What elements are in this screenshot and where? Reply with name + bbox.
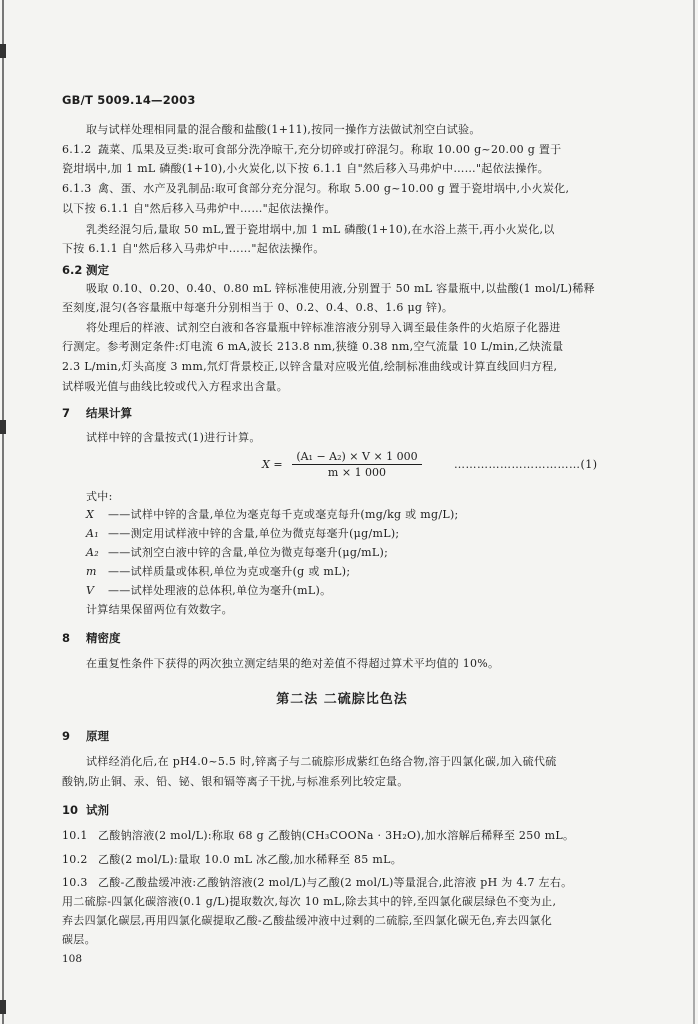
variable-symbol: A₂ (86, 546, 99, 559)
document-page (62, 0, 622, 1024)
paragraph-line: 行测定。参考测定条件:灯电流 6 mA,波长 213.8 nm,狭缝 0.38 nm,空气流量 10 L/min,乙炔流量 (62, 340, 564, 353)
page-number: 108 (62, 953, 83, 965)
formula-number: ……………………………(1) (454, 458, 598, 471)
paragraph-line: 下按 6.1.1 自"然后移入马弗炉中……"起依法操作。 (62, 242, 325, 255)
paragraph-line: 弃去四氯化碳层,再用四氯化碳提取乙酸-乙酸盐缓冲液中过剩的二硫腙,至四氯化碳无色,弃去四氯化 (62, 914, 553, 927)
section-title: 精密度 (86, 631, 121, 645)
section-number: 10 (62, 803, 79, 817)
scan-tick-mark (0, 420, 6, 434)
variable-definition (62, 584, 622, 598)
paragraph-line: 以下按 6.1.1 自"然后移入马弗炉中……"起依法操作。 (62, 202, 336, 215)
formula-lhs: X = (262, 458, 283, 471)
section-title: 测定 (86, 263, 109, 277)
clause-line (62, 182, 622, 196)
clause-text: 蔬菜、瓜果及豆类:取可食部分洗净晾干,充分切碎或打碎混匀。称取 10.00 g~20.00 g 置于 (98, 143, 562, 156)
section-heading (62, 405, 132, 421)
paragraph-line: 试样吸光值与曲线比较或代入方程求出含量。 (62, 380, 288, 393)
variable-description: ——试样质量或体积,单位为克或毫升(g 或 mL); (108, 565, 351, 578)
paragraph-line: 试样中锌的含量按式(1)进行计算。 (86, 431, 261, 444)
paragraph-line: 碳层。 (62, 933, 96, 946)
formula-denominator: m × 1 000 (327, 466, 387, 479)
page-left-edge (2, 0, 4, 1024)
paragraph-line: 式中: (86, 490, 113, 503)
variable-symbol: V (86, 584, 95, 597)
formula-1 (262, 450, 622, 480)
reagent-text: 乙酸-乙酸盐缓冲液:乙酸钠溶液(2 mol/L)与乙酸(2 mol/L)等量混合,此溶液 pH 为 4.7 左右。 (98, 876, 573, 889)
section-title: 试剂 (86, 803, 109, 817)
paragraph-line: 将处理后的样液、试剂空白液和各容量瓶中锌标准溶液分别导入调至最佳条件的火焰原子化器进 (86, 321, 561, 334)
variable-description: ——试样中锌的含量,单位为毫克每千克或毫克每升(mg/kg 或 mg/L); (108, 508, 459, 521)
variable-description: ——测定用试样液中锌的含量,单位为微克每毫升(μg/mL); (108, 527, 400, 540)
paragraph-line: 试样经消化后,在 pH4.0~5.5 时,锌离子与二硫腙形成紫红色络合物,溶于四氯化碳,加入硫代硫 (86, 755, 557, 768)
clause-number: 6.1.2 (62, 143, 92, 156)
paragraph-line: 用二硫腙-四氯化碳溶液(0.1 g/L)提取数次,每次 10 mL,除去其中的锌,至四氯化碳层绿色不变为止, (62, 895, 557, 908)
variable-definition (62, 546, 622, 560)
section-number: 9 (62, 729, 71, 743)
section-heading (62, 802, 109, 818)
section-number: 7 (62, 406, 71, 420)
paragraph-line: 至刻度,混匀(各容量瓶中每毫升分别相当于 0、0.2、0.4、0.8、1.6 μg 锌)。 (62, 301, 454, 314)
paragraph-line: 瓷坩埚中,加 1 mL 磷酸(1+10),小火炭化,以下按 6.1.1 自"然后移入马弗炉中……"起依法操作。 (62, 162, 550, 175)
clause-line (62, 143, 622, 157)
paragraph-line: 乳类经混匀后,量取 50 mL,置于瓷坩埚中,加 1 mL 磷酸(1+10),在水浴上蒸干,再小火炭化,以 (86, 223, 555, 236)
section-heading (62, 630, 121, 646)
reagent-number: 10.1 (62, 829, 88, 842)
standard-id: GB/T 5009.14—2003 (62, 93, 196, 107)
section-title: 结果计算 (86, 406, 132, 420)
reagent-text: 乙酸钠溶液(2 mol/L):称取 68 g 乙酸钠(CH₃COONa · 3H₂O),加水溶解后稀释至 250 mL。 (98, 829, 575, 842)
variable-symbol: m (86, 565, 97, 578)
paragraph-line: 在重复性条件下获得的两次独立测定结果的绝对差值不得超过算术平均值的 10%。 (86, 657, 500, 670)
reagent-line (62, 853, 622, 867)
paragraph-line: 取与试样处理相同量的混合酸和盐酸(1+11),按同一操作方法做试剂空白试验。 (86, 123, 481, 136)
reagent-number: 10.3 (62, 876, 88, 889)
paragraph-line: 2.3 L/min,灯头高度 3 mm,氘灯背景校正,以锌含量对应吸光值,绘制标准曲线或计算直线回归方程, (62, 360, 558, 373)
variable-definition (62, 527, 622, 541)
clause-text: 禽、蛋、水产及乳制品:取可食部分充分混匀。称取 5.00 g~10.00 g 置于瓷坩埚中,小火炭化, (98, 182, 570, 195)
variable-description: ——试样处理液的总体积,单位为毫升(mL)。 (108, 584, 332, 597)
page-right-edge (693, 0, 695, 1024)
section-number: 8 (62, 631, 71, 645)
reagent-line (62, 829, 622, 843)
section-title: 原理 (86, 729, 109, 743)
formula-fraction (292, 450, 422, 479)
section-number: 6.2 (62, 263, 83, 277)
paragraph-line: 吸取 0.10、0.20、0.40、0.80 mL 锌标准使用液,分别置于 50 mL 容量瓶中,以盐酸(1 mol/L)稀释 (86, 282, 595, 295)
reagent-text: 乙酸(2 mol/L):量取 10.0 mL 冰乙酸,加水稀释至 85 mL。 (98, 853, 403, 866)
variable-definition (62, 508, 622, 522)
formula-numerator: (A₁ − A₂) × V × 1 000 (292, 450, 422, 465)
paragraph-line: 酸钠,防止铜、汞、铅、铋、银和镉等离子干扰,与标准系列比较定量。 (62, 775, 409, 788)
section-heading (62, 728, 109, 744)
paragraph-line: 计算结果保留两位有效数字。 (86, 603, 233, 616)
scan-tick-mark (0, 44, 6, 58)
scan-tick-mark (0, 1000, 6, 1014)
reagent-number: 10.2 (62, 853, 88, 866)
variable-symbol: X (86, 508, 95, 521)
section-heading (62, 262, 109, 278)
reagent-line (62, 876, 622, 890)
variable-symbol: A₁ (86, 527, 99, 540)
clause-number: 6.1.3 (62, 182, 92, 195)
method-title: 第二法 二硫腙比色法 (276, 692, 408, 707)
variable-definition (62, 565, 622, 579)
variable-description: ——试剂空白液中锌的含量,单位为微克每毫升(μg/mL); (108, 546, 389, 559)
